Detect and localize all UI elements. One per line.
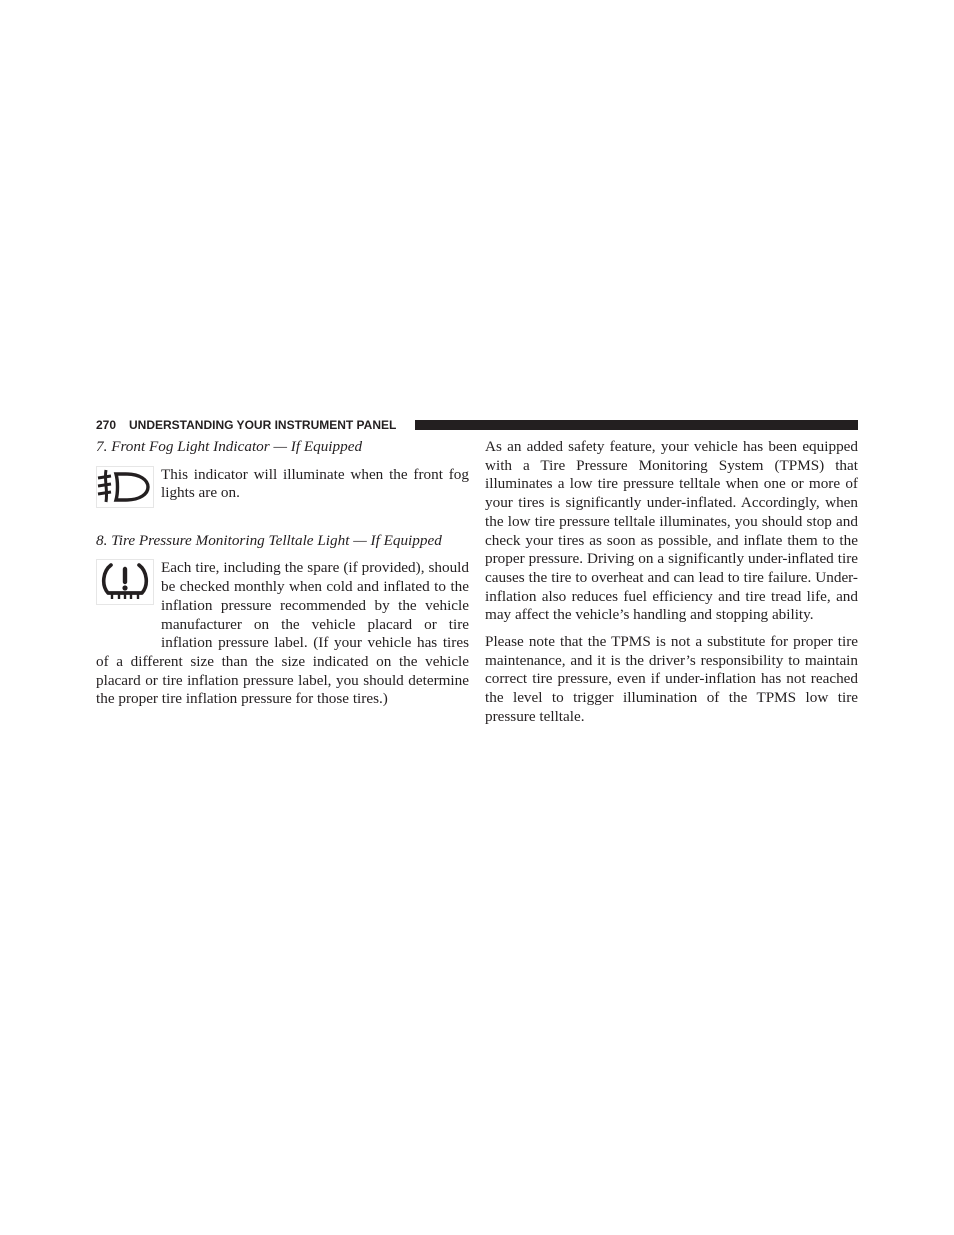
right-column xyxy=(485,438,858,727)
tire-pressure-warning-icon xyxy=(96,559,161,634)
item-8-text: Each tire, including the spare (if provided), should be checked monthly when cold and inflated to the inflation pressure recommended by the vehicle manufacturer on the vehicle placard or tire inflation pressure label. (If your vehicle has tires of a different size than the size indicated on the vehicle placard or tire inflation pressure label, you should determine the proper tire inflation pressure for those tires.) xyxy=(96,559,469,708)
section-title: UNDERSTANDING YOUR INSTRUMENT PANEL xyxy=(129,418,397,432)
item-7-block xyxy=(96,466,469,503)
item-8-block xyxy=(96,559,469,709)
front-fog-light-icon xyxy=(96,466,161,522)
item-7-text: This indicator will illuminate when the front fog lights are on. xyxy=(161,465,469,502)
item-8-heading: 8. Tire Pressure Monitoring Telltale Light — If Equipped xyxy=(96,531,442,549)
tpms-paragraph-1: As an added safety feature, your vehicle has been equipped with a Tire Pressure Monitoring System (TPMS) that illuminates a low tire pressure telltale when one or more of your tires is significantly under-inflated. Accordingly, when the low tire pressure telltale illuminates, you should stop and check your tires as soon as possible, and inflate them to the proper pressure. Driving on a significantly under-inflated tire causes the tire to overheat and can lead to tire failure. Under-inflation also reduces fuel efficiency and tire tread life, and may affect the vehicle’s handling and stopping ability. xyxy=(485,438,858,624)
item-7-heading: 7. Front Fog Light Indicator — If Equipped xyxy=(96,438,363,455)
page-number: 270 xyxy=(96,418,117,432)
page-header xyxy=(96,418,858,432)
tpms-paragraph-2: Please note that the TPMS is not a substitute for proper tire maintenance, and it is the driver’s responsibility to maintain correct tire pressure, even if under-inflation has not reached the level to trigger illumination of the TPMS low tire pressure telltale. xyxy=(485,633,858,725)
header-rule-bar xyxy=(415,420,858,430)
left-column xyxy=(96,438,469,709)
